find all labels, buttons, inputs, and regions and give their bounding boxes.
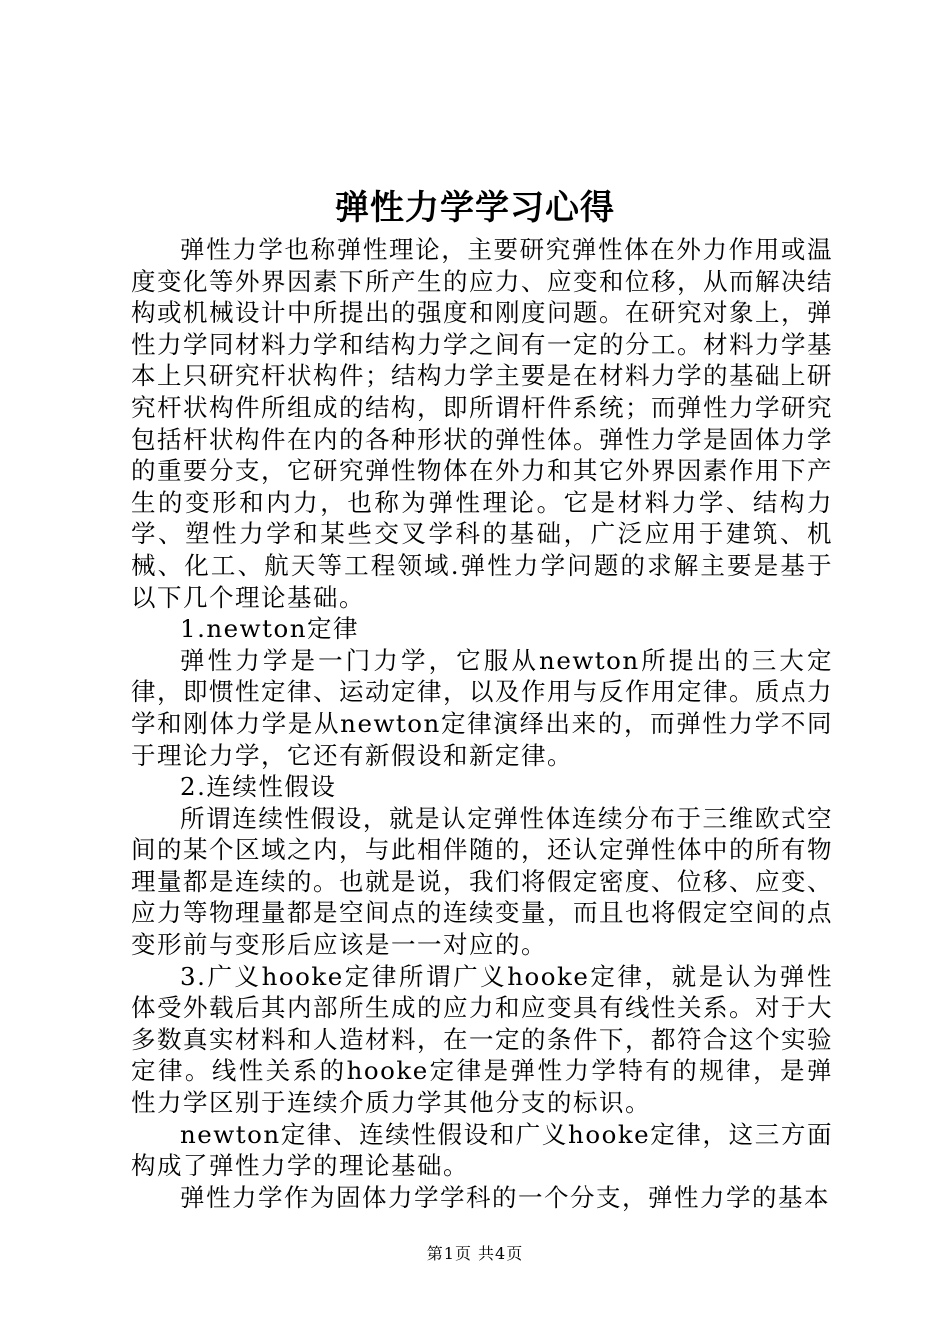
paragraph-newton: 弹性力学是一门力学，它服从newton所提出的三大定律，即惯性定律、运动定律，以及作用与反作用定律。质点力学和刚体力学是从newton定律演绎出来的，而弹性力学不同于理论力学，它还有新假设和新定律。: [131, 645, 833, 770]
paragraph-intro: 弹性力学也称弹性理论，主要研究弹性体在外力作用或温度变化等外界因素下所产生的应力、应变和位移，从而解决结构或机械设计中所提出的强度和刚度问题。在研究对象上，弹性力学同材料力学和结构力学之间有一定的分工。材料力学基本上只研究杆状构件；结构力学主要是在材料力学的基础上研究杆状构件所组成的结构，即所谓杆件系统；而弹性力学研究包括杆状构件在内的各种形状的弹性体。弹性力学是固体力学的重要分支，它研究弹性物体在外力和其它外界因素作用下产生的变形和内力，也称为弹性理论。它是材料力学、结构力学、塑性力学和某些交叉学科的基础，广泛应用于建筑、机械、化工、航天等工程领域.弹性力学问题的求解主要是基于以下几个理论基础。: [131, 235, 833, 612]
heading-continuity: 2.连续性假设: [180, 772, 337, 802]
paragraph-continued: 弹性力学作为固体力学学科的一个分支，弹性力学的基本: [180, 1182, 830, 1212]
paragraph-hooke: 3.广义hooke定律所谓广义hooke定律，就是认为弹性体受外载后其内部所生成的应力和应变具有线性关系。对于大多数真实材料和人造材料，在一定的条件下，都符合这个实验定律。线性关系的hooke定律是弹性力学特有的规律，是弹性力学区别于连续介质力学其他分支的标识。: [131, 961, 833, 1118]
page-footer: 第1页 共4页: [426, 1244, 524, 1263]
document-title: 弹性力学学习心得: [335, 188, 615, 228]
heading-newton: 1.newton定律: [180, 614, 359, 644]
paragraph-summary: newton定律、连续性假设和广义hooke定律，这三方面构成了弹性力学的理论基础。: [131, 1119, 833, 1181]
paragraph-continuity: 所谓连续性假设，就是认定弹性体连续分布于三维欧式空间的某个区域之内，与此相伴随的，还认定弹性体中的所有物理量都是连续的。也就是说，我们将假定密度、位移、应变、应力等物理量都是空间点的连续变量，而且也将假定空间的点变形前与变形后应该是一一对应的。: [131, 803, 833, 960]
document-body: [131, 234, 833, 1213]
